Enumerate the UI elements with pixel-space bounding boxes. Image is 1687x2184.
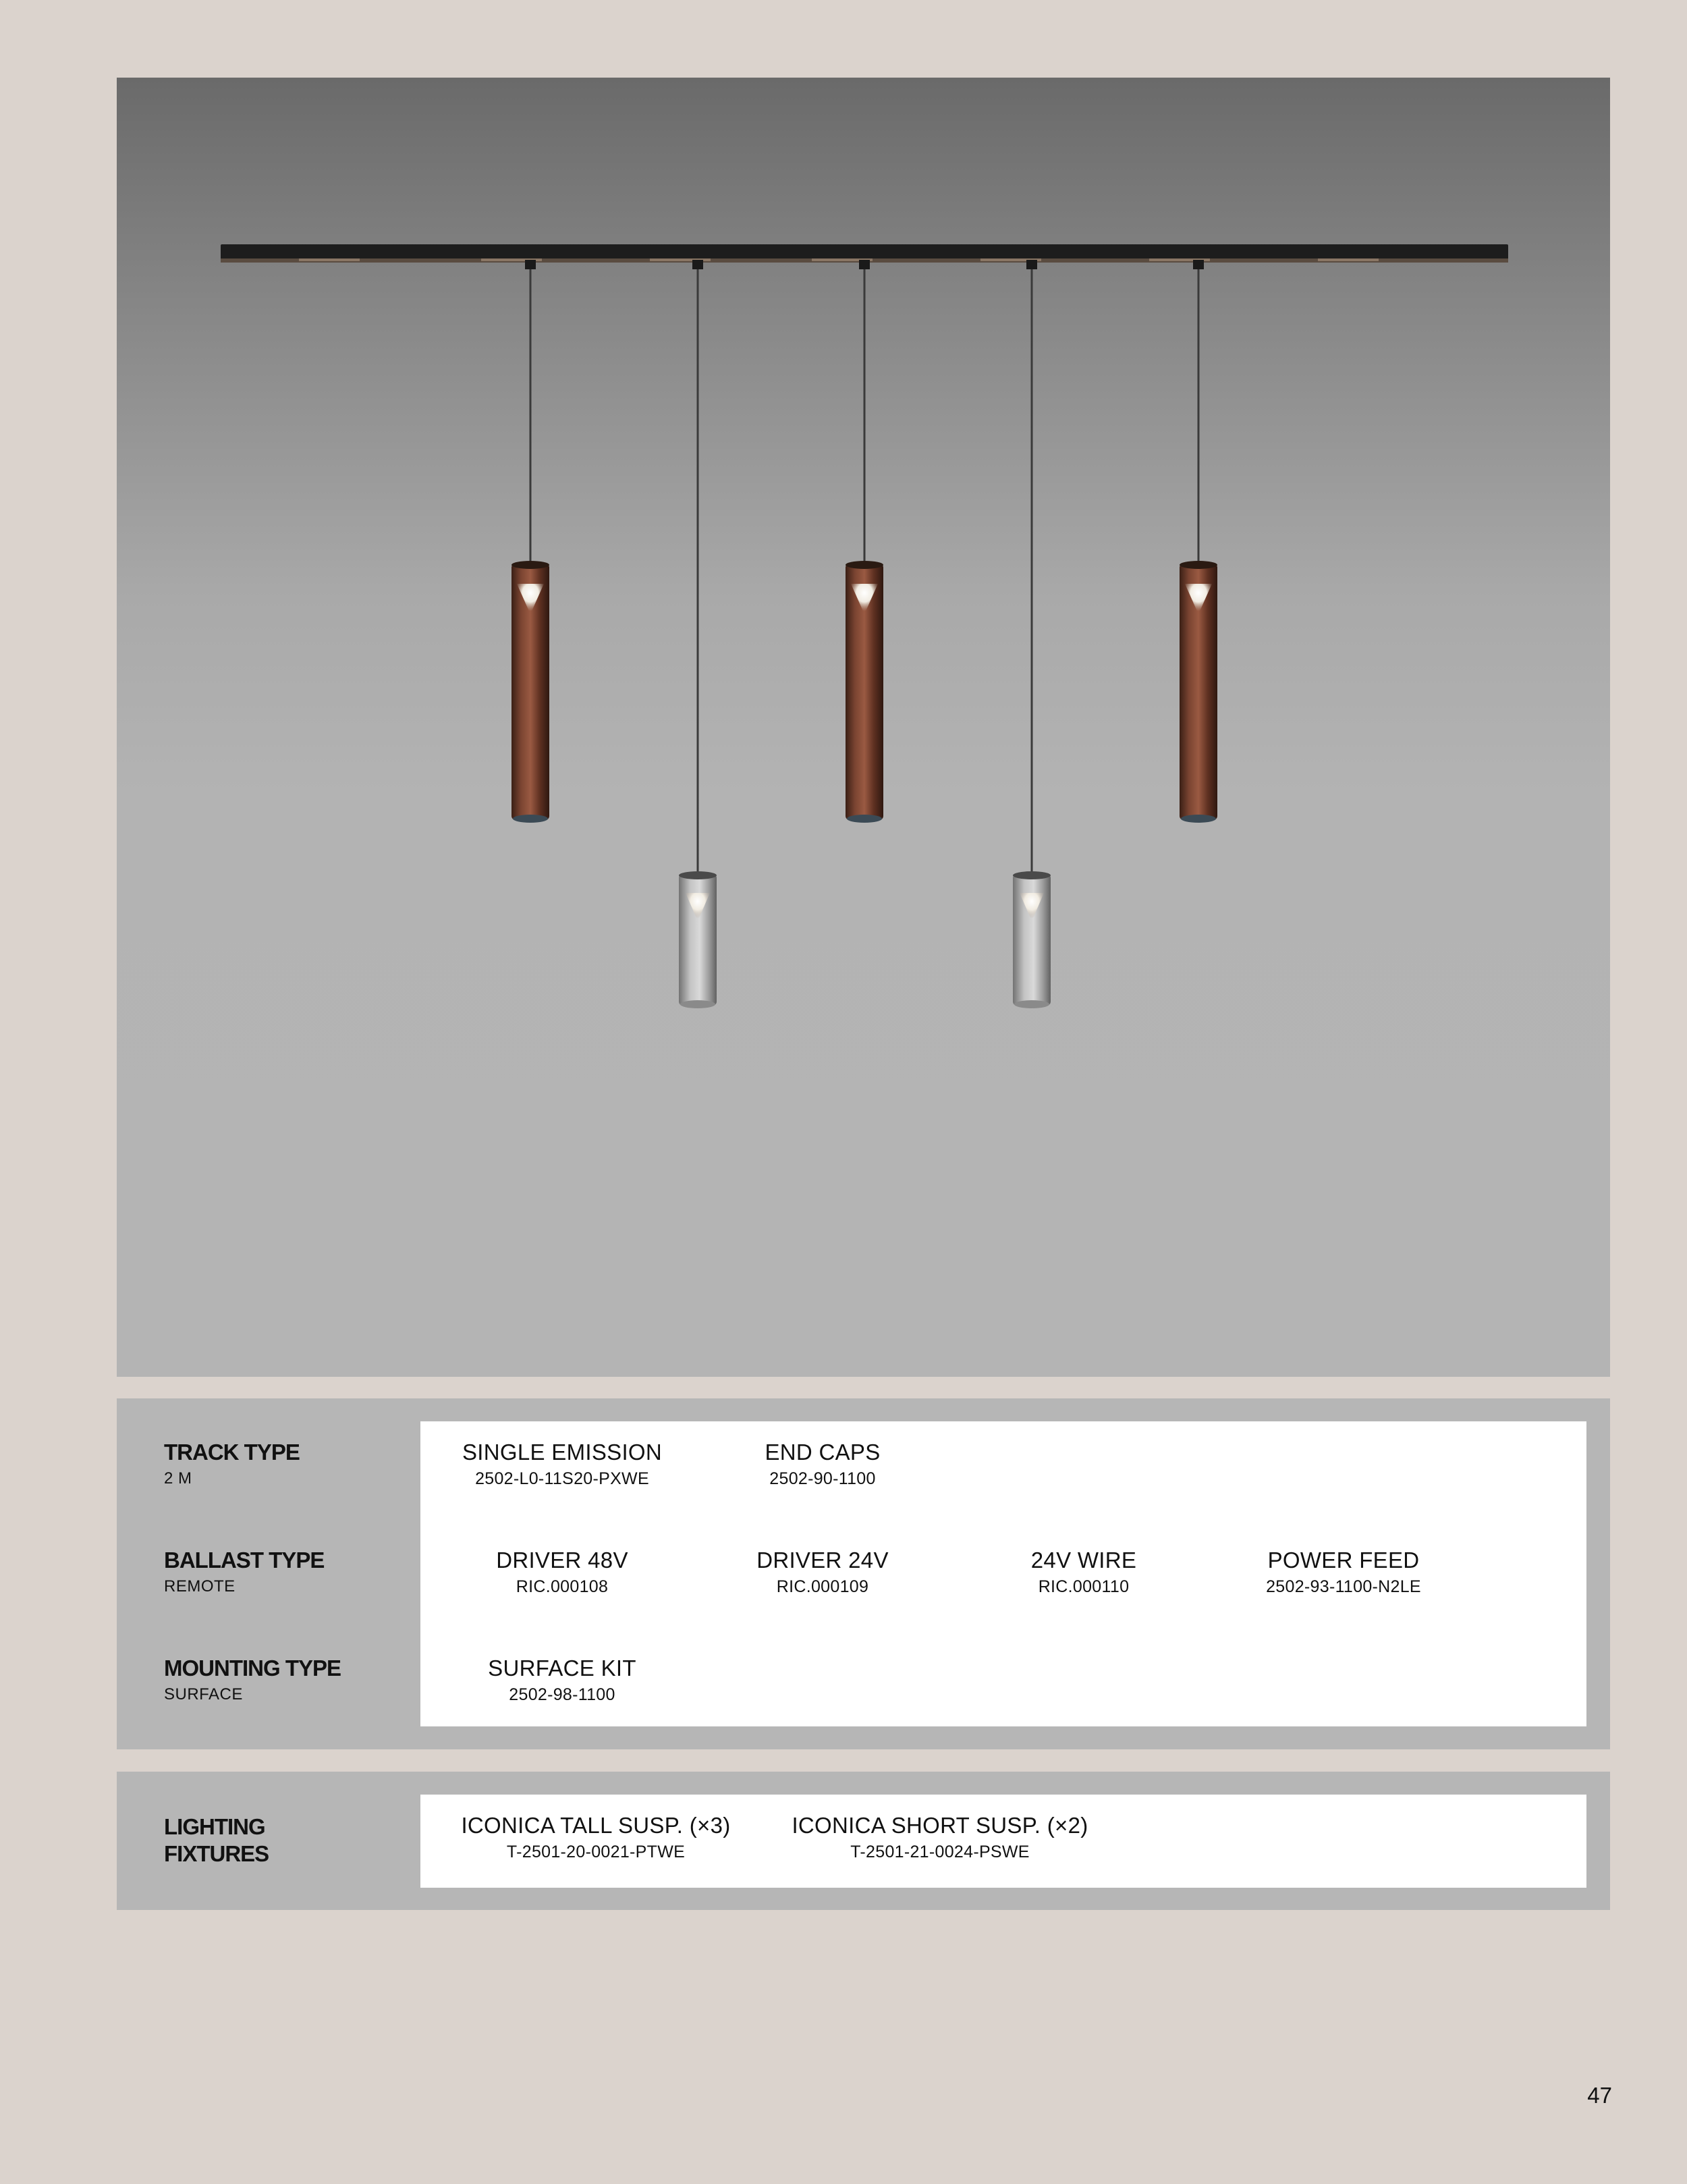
component-code: 2502-93-1100-N2LE	[1266, 1577, 1421, 1596]
short-pendant	[1013, 871, 1051, 1008]
fixtures-title-line2: FIXTURES	[164, 1841, 269, 1866]
component-single-emission	[420, 1439, 704, 1489]
component-name: 24V WIRE	[1030, 1548, 1137, 1573]
component-name: SURFACE KIT	[488, 1656, 636, 1681]
component-code: 2502-L0-11S20-PXWE	[475, 1469, 649, 1488]
fixture-name: ICONICA SHORT SUSP. (×2)	[792, 1813, 1088, 1838]
track-pendant-illustration	[117, 78, 1610, 1377]
track-type-label	[164, 1439, 407, 1489]
ballast-type-label	[164, 1547, 407, 1597]
mounting-type-label	[164, 1655, 407, 1705]
row-title: MOUNTING TYPE	[164, 1656, 341, 1681]
track-rail	[221, 244, 1508, 263]
configuration-panel	[117, 1398, 1610, 1749]
configuration-card	[420, 1421, 1586, 1726]
row-title: TRACK TYPE	[164, 1440, 300, 1465]
component-code: RIC.000109	[776, 1577, 869, 1596]
component-name: POWER FEED	[1267, 1548, 1420, 1573]
component-code: 2502-98-1100	[509, 1685, 615, 1704]
component-power-feed	[1202, 1547, 1485, 1597]
fixture-iconica-tall	[454, 1812, 738, 1862]
fixtures-title-line1: LIGHTING	[164, 1814, 265, 1839]
fixture-name: ICONICA TALL SUSP. (×3)	[461, 1813, 731, 1838]
component-code: RIC.000110	[1038, 1577, 1130, 1596]
fixture-iconica-short	[785, 1812, 1095, 1862]
component-driver-24v	[681, 1547, 964, 1597]
fixture-code: T-2501-20-0021-PTWE	[506, 1842, 686, 1861]
row-subtitle: REMOTE	[164, 1577, 236, 1595]
component-surface-kit	[420, 1655, 704, 1705]
fixture-code: T-2501-21-0024-PSWE	[850, 1842, 1030, 1861]
component-name: DRIVER 48V	[496, 1548, 628, 1573]
component-24v-wire	[942, 1547, 1225, 1597]
component-driver-48v	[420, 1547, 704, 1597]
component-end-caps	[681, 1439, 964, 1489]
row-title: BALLAST TYPE	[164, 1548, 325, 1573]
fixtures-card	[420, 1795, 1586, 1888]
row-subtitle: SURFACE	[164, 1685, 243, 1703]
short-pendant	[679, 871, 717, 1008]
lighting-fixtures-label	[164, 1813, 407, 1867]
tall-pendant	[846, 561, 883, 823]
page-number: 47	[1587, 2083, 1612, 2108]
component-name: END CAPS	[765, 1440, 881, 1465]
component-name: SINGLE EMISSION	[462, 1440, 663, 1465]
tall-pendant	[1180, 561, 1217, 823]
product-image	[117, 78, 1610, 1377]
component-code: RIC.000108	[516, 1577, 609, 1596]
row-subtitle: 2 M	[164, 1469, 192, 1487]
fixtures-panel	[117, 1772, 1610, 1910]
tall-pendant	[511, 561, 549, 823]
component-code: 2502-90-1100	[769, 1469, 876, 1488]
component-name: DRIVER 24V	[756, 1548, 889, 1573]
